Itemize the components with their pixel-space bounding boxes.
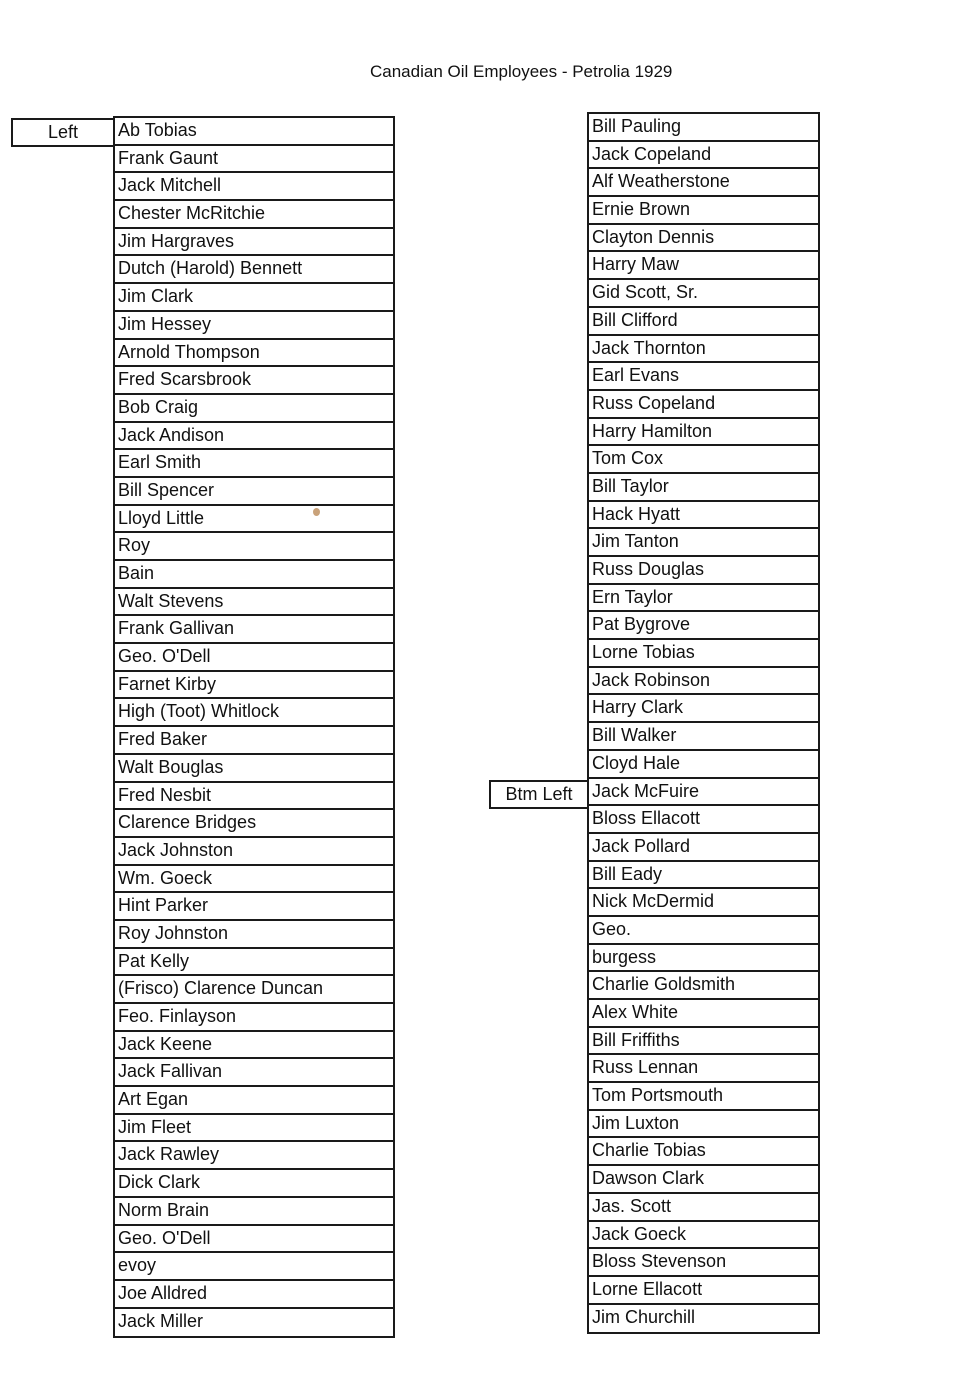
employee-name-cell: Ab Tobias bbox=[115, 118, 393, 146]
employee-name-cell: Nick McDermid bbox=[589, 889, 818, 917]
employee-name-cell: Russ Copeland bbox=[589, 391, 818, 419]
employee-name-cell: Roy bbox=[115, 533, 393, 561]
employee-name-cell: Arnold Thompson bbox=[115, 340, 393, 368]
employee-name-cell: Chester McRitchie bbox=[115, 201, 393, 229]
employee-name-cell: Feo. Finlayson bbox=[115, 1004, 393, 1032]
employee-name-cell: Bloss Stevenson bbox=[589, 1249, 818, 1277]
employee-name-cell: (Frisco) Clarence Duncan bbox=[115, 976, 393, 1004]
employee-name-cell: Jack Copeland bbox=[589, 142, 818, 170]
employee-name-cell: Bill Spencer bbox=[115, 478, 393, 506]
employee-name-cell: Jim Hargraves bbox=[115, 229, 393, 257]
employee-name-cell: Geo. O'Dell bbox=[115, 1226, 393, 1254]
employee-name-cell: Jim Clark bbox=[115, 284, 393, 312]
employee-name-cell: Jim Hessey bbox=[115, 312, 393, 340]
employee-name-cell: Jack McFuire bbox=[589, 779, 818, 807]
employee-name-cell: Bain bbox=[115, 561, 393, 589]
employee-name-cell: Charlie Tobias bbox=[589, 1138, 818, 1166]
employee-name-cell: Cloyd Hale bbox=[589, 751, 818, 779]
employee-name-cell: Alex White bbox=[589, 1000, 818, 1028]
employee-name-cell: Geo. bbox=[589, 917, 818, 945]
employee-name-cell: Frank Gaunt bbox=[115, 146, 393, 174]
employee-name-cell: Frank Gallivan bbox=[115, 616, 393, 644]
employee-name-cell: Jack Rawley bbox=[115, 1142, 393, 1170]
employee-name-cell: Joe Alldred bbox=[115, 1281, 393, 1309]
employee-name-cell: Harry Clark bbox=[589, 695, 818, 723]
employee-name-cell: Bill Taylor bbox=[589, 474, 818, 502]
employee-name-cell: Harry Hamilton bbox=[589, 419, 818, 447]
employee-name-cell: Bill Pauling bbox=[589, 114, 818, 142]
bottom-left-side-label: Btm Left bbox=[489, 780, 587, 809]
employee-name-cell: Bill Clifford bbox=[589, 308, 818, 336]
employee-name-cell: Clarence Bridges bbox=[115, 810, 393, 838]
employee-name-cell: Jack Johnston bbox=[115, 838, 393, 866]
employee-name-cell: Walt Stevens bbox=[115, 589, 393, 617]
employee-name-cell: Jack Fallivan bbox=[115, 1059, 393, 1087]
employee-name-cell: Russ Douglas bbox=[589, 557, 818, 585]
employee-name-cell: Harry Maw bbox=[589, 252, 818, 280]
employee-name-cell: Jack Goeck bbox=[589, 1222, 818, 1250]
employee-name-cell: Hack Hyatt bbox=[589, 502, 818, 530]
employee-name-cell: Bill Walker bbox=[589, 723, 818, 751]
left-employee-table bbox=[113, 116, 395, 1338]
employee-name-cell: Ern Taylor bbox=[589, 585, 818, 613]
employee-name-cell: Walt Bouglas bbox=[115, 755, 393, 783]
employee-name-cell: Jack Pollard bbox=[589, 834, 818, 862]
employee-name-cell: Pat Bygrove bbox=[589, 612, 818, 640]
employee-name-cell: Dick Clark bbox=[115, 1170, 393, 1198]
employee-name-cell: Jim Luxton bbox=[589, 1111, 818, 1139]
page-title: Canadian Oil Employees - Petrolia 1929 bbox=[370, 62, 673, 81]
employee-name-cell: Tom Cox bbox=[589, 446, 818, 474]
employee-name-cell: Jack Thornton bbox=[589, 336, 818, 364]
employee-name-cell: Bloss Ellacott bbox=[589, 806, 818, 834]
employee-name-cell: Clayton Dennis bbox=[589, 225, 818, 253]
employee-name-cell: Jim Fleet bbox=[115, 1115, 393, 1143]
employee-name-cell: Ernie Brown bbox=[589, 197, 818, 225]
employee-name-cell: Jack Miller bbox=[118, 1310, 204, 1331]
right-employee-table bbox=[587, 112, 820, 1334]
employee-name-cell: Pat Kelly bbox=[115, 949, 393, 977]
employee-name-cell: Fred Baker bbox=[115, 727, 393, 755]
employee-name-cell: evoy bbox=[115, 1253, 393, 1281]
employee-name-cell: Art Egan bbox=[115, 1087, 393, 1115]
employee-name-cell: Roy Johnston bbox=[115, 921, 393, 949]
employee-name-cell: Lorne Ellacott bbox=[589, 1277, 818, 1305]
employee-name-cell: Geo. O'Dell bbox=[115, 644, 393, 672]
employee-name-cell: Jas. Scott bbox=[589, 1194, 818, 1222]
employee-name-cell: Earl Smith bbox=[115, 450, 393, 478]
employee-name-cell: Alf Weatherstone bbox=[589, 169, 818, 197]
employee-name-cell: Jim Tanton bbox=[589, 529, 818, 557]
paper-speck bbox=[313, 508, 320, 516]
employee-name-cell: Dawson Clark bbox=[589, 1166, 818, 1194]
employee-name-cell: Fred Scarsbrook bbox=[115, 367, 393, 395]
employee-name-cell: High (Toot) Whitlock bbox=[115, 699, 393, 727]
employee-name-cell: burgess bbox=[589, 945, 818, 973]
employee-name-cell: Lloyd Little bbox=[115, 506, 393, 534]
employee-name-cell: Gid Scott, Sr. bbox=[589, 280, 818, 308]
employee-name-cell: Wm. Goeck bbox=[115, 866, 393, 894]
employee-name-cell: Charlie Goldsmith bbox=[589, 972, 818, 1000]
employee-name-cell: Farnet Kirby bbox=[115, 672, 393, 700]
employee-name-cell: Hint Parker bbox=[115, 893, 393, 921]
employee-name-cell: Jack Robinson bbox=[589, 668, 818, 696]
employee-name-cell: Dutch (Harold) Bennett bbox=[115, 256, 393, 284]
employee-name-cell: Russ Lennan bbox=[589, 1055, 818, 1083]
employee-name-cell: Jack Andison bbox=[115, 423, 393, 451]
employee-name-cell: Bob Craig bbox=[115, 395, 393, 423]
employee-name-cell: Bill Eady bbox=[589, 862, 818, 890]
left-side-label: Left bbox=[11, 118, 113, 147]
employee-name-cell: Bill Friffiths bbox=[589, 1028, 818, 1056]
employee-name-cell: Earl Evans bbox=[589, 363, 818, 391]
employee-name-cell: Lorne Tobias bbox=[589, 640, 818, 668]
employee-name-cell: Jack Mitchell bbox=[115, 173, 393, 201]
employee-name-cell: Fred Nesbit bbox=[115, 783, 393, 811]
employee-name-cell: Tom Portsmouth bbox=[589, 1083, 818, 1111]
employee-name-cell: Jim Churchill bbox=[592, 1306, 696, 1327]
employee-name-cell: Norm Brain bbox=[115, 1198, 393, 1226]
employee-name-cell: Jack Keene bbox=[115, 1032, 393, 1060]
